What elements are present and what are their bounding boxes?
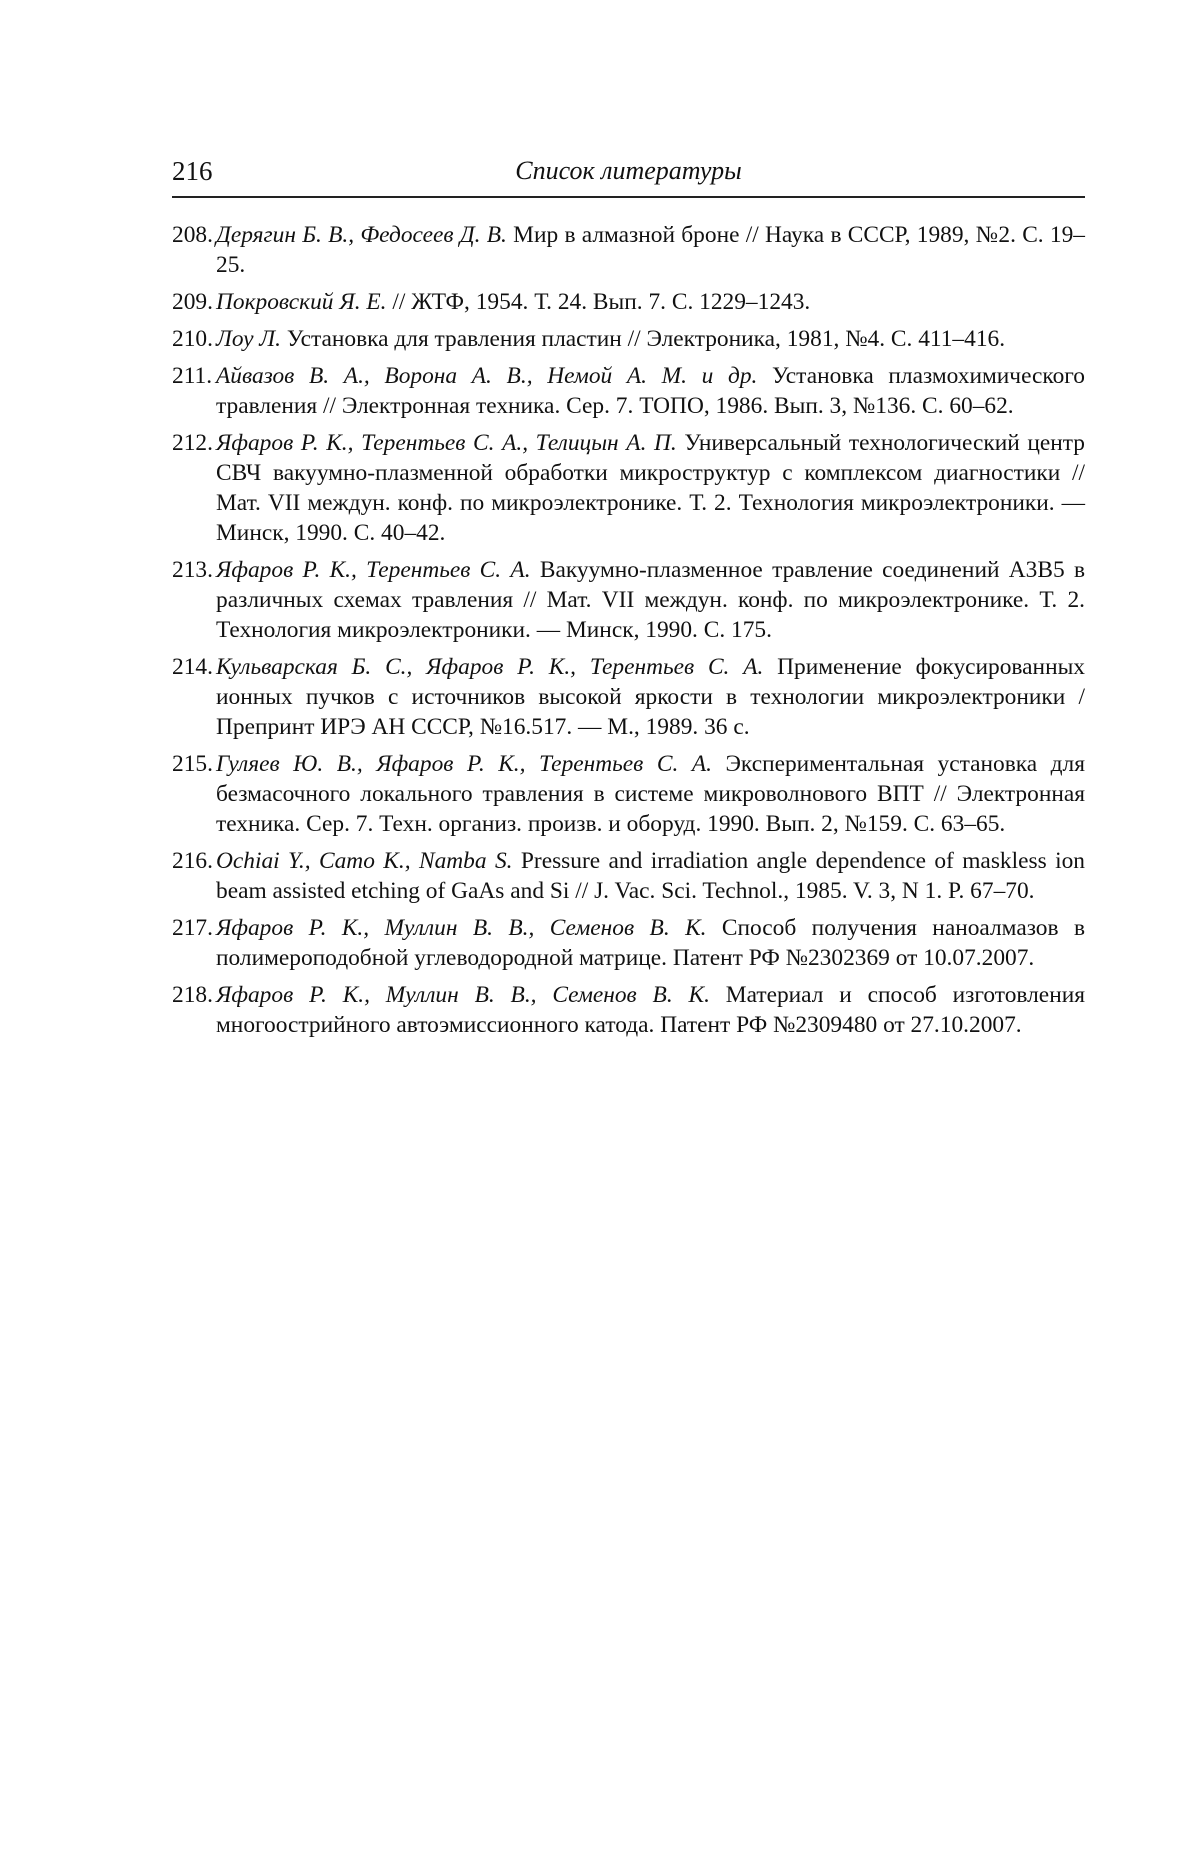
reference-authors: Кульварская Б. С., Яфаров Р. К., Терентьев С. А. [216, 654, 764, 680]
reference-authors: Яфаров Р. К., Терентьев С. А. [216, 557, 531, 583]
reference-text: Универсальный технологический центр СВЧ вакуумно-плазменной обработки микроструктур с комплексом диагностики // Мат. VII междун. конф. по микроэлектронике. Т. 2. Технология микроэлектроники. — Минск, 1990. С. 40–42. [216, 430, 1086, 546]
reference-number: 208. [172, 222, 213, 248]
reference-item [172, 913, 1085, 973]
reference-number: 209. [172, 289, 213, 315]
reference-item [172, 846, 1085, 906]
reference-item [172, 749, 1085, 839]
page-number: 216 [172, 156, 213, 186]
reference-number: 213. [172, 557, 213, 583]
reference-number: 210. [172, 326, 213, 352]
reference-item [172, 324, 1085, 354]
reference-number: 214. [172, 654, 213, 680]
reference-number: 212. [172, 430, 213, 456]
reference-number: 216. [172, 848, 213, 874]
reference-list [172, 220, 1085, 1047]
reference-authors: Лоу Л. [216, 326, 281, 352]
reference-text: Экспериментальная установка для безмасочного локального травления в системе микроволнового ВПТ // Электронная техника. Сер. 7. Техн. организ. произв. и оборуд. 1990. Вып. 2, №159. С. 63–65. [216, 751, 1085, 837]
reference-text: Материал и способ изготовления многоострийного автоэмиссионного катода. Патент РФ №2309480 от 27.10.2007. [216, 982, 1085, 1038]
reference-item [172, 220, 1085, 280]
reference-item [172, 287, 1085, 317]
reference-text: // ЖТФ, 1954. Т. 24. Вып. 7. С. 1229–1243. [386, 289, 811, 315]
reference-authors: Яфаров Р. К., Муллин В. В., Семенов В. К. [216, 915, 707, 941]
reference-item [172, 980, 1085, 1040]
reference-authors: Дерягин Б. В., Федосеев Д. В. [216, 222, 507, 248]
reference-text: Установка плазмохимического травления // Электронная техника. Сер. 7. ТОПО, 1986. Вып. 3, №136. С. 60–62. [216, 363, 1085, 419]
page-header [172, 154, 1085, 198]
reference-authors: Покровский Я. Е. [216, 289, 387, 315]
running-title: Список литературы [515, 156, 742, 185]
reference-text: Pressure and irradiation angle dependence of maskless ion beam assisted etching of GaAs and Si // J. Vac. Sci. Technol., 1985. V. 3, N 1. P. 67–70. [216, 848, 1085, 904]
reference-authors: Гуляев Ю. В., Яфаров Р. К., Терентьев С. А. [216, 751, 712, 777]
reference-authors: Яфаров Р. К., Терентьев С. А., Телицын А. П. [216, 430, 677, 456]
reference-authors: Яфаров Р. К., Муллин В. В., Семенов В. К. [216, 982, 710, 1008]
reference-text: Вакуумно-плазменное травление соединений А3В5 в различных схемах травления // Мат. VII междун. конф. по микроэлектронике. Т. 2. Технология микроэлектроники. — Минск, 1990. С. 175. [216, 557, 1085, 643]
reference-number: 217. [172, 915, 213, 941]
reference-number: 211. [172, 363, 213, 389]
reference-item [172, 652, 1085, 742]
reference-item [172, 428, 1085, 548]
reference-number: 215. [172, 751, 213, 777]
reference-text: Способ получения наноалмазов в полимероподобной углеводородной матрице. Патент РФ №2302369 от 10.07.2007. [216, 915, 1086, 971]
reference-item [172, 555, 1085, 645]
reference-number: 218. [172, 982, 213, 1008]
reference-authors: Айвазов В. А., Ворона А. В., Немой А. М. и др. [216, 363, 758, 389]
reference-item [172, 361, 1085, 421]
reference-authors: Ochiai Y., Camo K., Namba S. [216, 848, 513, 874]
reference-text: Мир в алмазной броне // Наука в СССР, 1989, №2. С. 19–25. [216, 222, 1085, 278]
reference-text: Применение фокусированных ионных пучков с источников высокой яркости в технологии микроэлектроники / Препринт ИРЭ АН СССР, №16.517. — М., 1989. 36 с. [216, 654, 1085, 740]
reference-text: Установка для травления пластин // Электроника, 1981, №4. С. 411–416. [281, 326, 1006, 352]
